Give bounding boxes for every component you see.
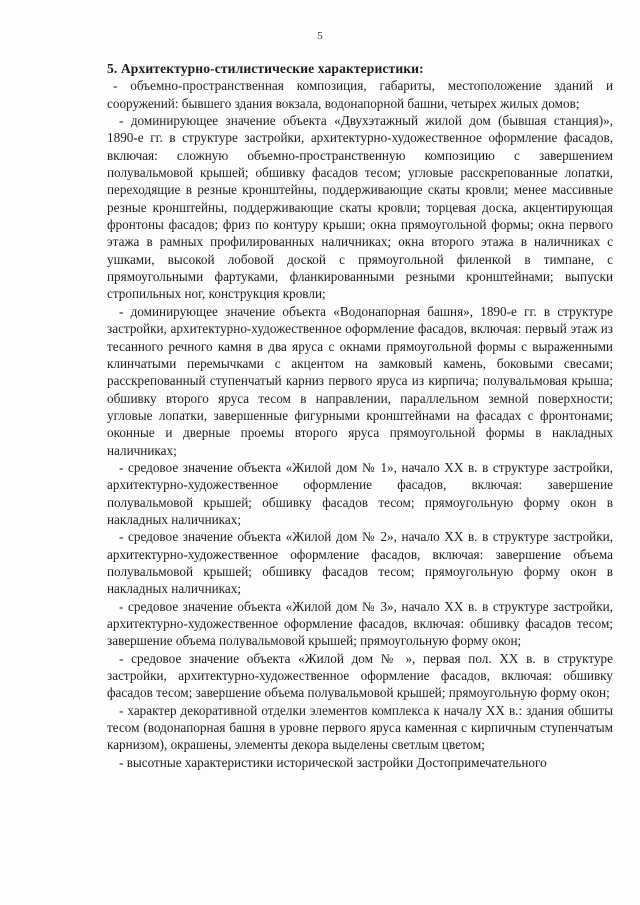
paragraph-house-3: - средовое значение объекта «Жилой дом № 3», начало XX в. в структуре застройки, архитектурно-художественное оформление фасадов, включая: обшивку фасадов тесом; завершение объема полувальмовой крышей; прямоугольную форму окон; <box>107 598 613 649</box>
paragraph-composition: - объемно-пространственная композиция, габариты, местоположение зданий и сооружений: бывшего здания вокзала, водонапорной башни, четырех жилых домов; <box>107 78 613 111</box>
paragraph-water-tower: - доминирующее значение объекта «Водонапорная башня», 1890-е гг. в структуре застройки, архитектурно-художественное оформление фасадов, включая: первый этаж из тесанного речного камня в два яруса с окнами прямоугольной формы с выраженными клинчатыми перемычками с акцентом на замковый камень, боковыми свесами; расскрепованный ступенчатый карниз первого яруса из кирпича; полувальмовая крыша; обшивку второго яруса тесом в направлении, параллельном земной поверхности; угловые лопатки, завершенные фигурными кронштейнами на фасадах с фронтонами; оконные и дверные проемы второго яруса прямоугольной формы в накладных наличниках; <box>107 303 613 458</box>
section-heading: 5. Архитектурно-стилистические характеристики: <box>107 61 424 76</box>
paragraph-station-house: - доминирующее значение объекта «Двухэтажный жилой дом (бывшая станция)», 1890-е гг. в структуре застройки, архитектурно-художественное оформление фасадов, включая: сложную объемно-пространственную композицию с завершением полувальмовой крышей; обшивку фасадов тесом; угловые расскрепованные лопатки, переходящие в резные кронштейны, поддерживающие скаты кровли; менее массивные резные кронштейны, поддерживающие скаты кровли; торцевая доска, акцентирующая фронтоны фасадов; фриз по контуру крыши; окна прямоугольной формы; окна первого этажа в рамных профилированных наличниках; окна второго этажа в наличниках с ушками, высокой лобовой доской с прямоугольной филенкой в тимпане, с прямоугольными фартуками, фланкированными резными кронштейнами; выпуски стропильных ног, конструкция кровли; <box>107 113 613 302</box>
paragraph-height: - высотные характеристики исторической застройки Достопримечательного <box>119 754 547 770</box>
page-number: 5 <box>317 30 323 42</box>
document-body <box>107 60 613 771</box>
paragraph-house-1: - средовое значение объекта «Жилой дом № 1», начало XX в. в структуре застройки, архитектурно-художественное оформление фасадов, включая: завершение полувальмовой крышей; обшивку фасадов тесом; прямоугольную форму окон в накладных наличниках; <box>107 459 613 527</box>
paragraph-house-2: - средовое значение объекта «Жилой дом № 2», начало XX в. в структуре застройки, архитектурно-художественное оформление фасадов, включая: завершение объема полувальмовой крышей; обшивку фасадов тесом; прямоугольную форму окон в накладных наличниках; <box>107 529 613 597</box>
paragraph-decoration: - характер декоративной отделки элементов комплекса к началу XX в.: здания обшиты тесом (водонапорная башня в уровне первого яруса каменная с кирпичным ступенчатым карнизом), окрашены, элементы декора выделены светлым цветом; <box>107 702 613 753</box>
paragraph-house-4: - средовое значение объекта «Жилой дом № », первая пол. XX в. в структуре застройки, архитектурно-художественное оформление фасадов, включая: обшивку фасадов тесом; завершение объема полувальмовой крышей; прямоугольную форму окон; <box>107 650 613 701</box>
